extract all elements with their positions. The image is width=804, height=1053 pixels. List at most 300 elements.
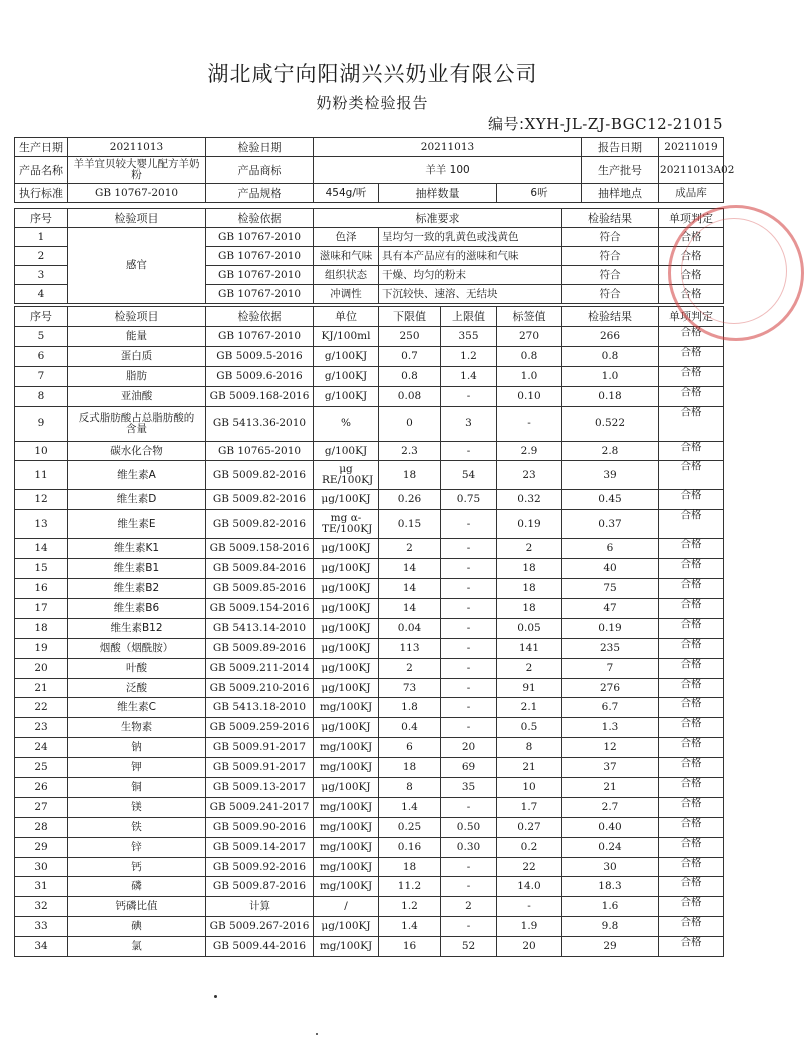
unit: /	[314, 897, 379, 917]
lower-limit: 113	[379, 638, 441, 658]
label-value: 270	[497, 327, 562, 347]
test-basis: GB 5009.241-2017	[206, 797, 314, 817]
upper-limit: -	[441, 618, 497, 638]
spec-value: 454g/听	[314, 184, 379, 203]
unit: μg/100KJ	[314, 618, 379, 638]
sensory-header-verdict: 单项判定	[659, 209, 724, 228]
row-number: 19	[15, 638, 68, 658]
test-result: 1.6	[562, 897, 659, 917]
test-result: 0.522	[562, 406, 659, 441]
upper-limit: -	[441, 698, 497, 718]
item-verdict: 合格	[659, 817, 724, 837]
nutrient-row	[15, 559, 724, 579]
sensory-header-result: 检验结果	[562, 209, 659, 228]
batch-label: 生产批号	[582, 157, 659, 184]
test-result: 30	[562, 857, 659, 877]
row-number: 14	[15, 539, 68, 559]
label-value: 21	[497, 758, 562, 778]
standard-value: GB 10767-2010	[68, 184, 206, 203]
upper-limit: -	[441, 510, 497, 539]
nutrient-header-unit: 单位	[314, 307, 379, 327]
nutrient-header-basis: 检验依据	[206, 307, 314, 327]
item-verdict: 合格	[659, 618, 724, 638]
label-value: 0.8	[497, 346, 562, 366]
test-item: 铁	[68, 817, 206, 837]
unit: μg/100KJ	[314, 778, 379, 798]
lower-limit: 0.25	[379, 817, 441, 837]
upper-limit: -	[441, 559, 497, 579]
standard-requirement: 干燥、均匀的粉末	[379, 266, 562, 285]
sample-place-label: 抽样地点	[582, 184, 659, 203]
label-value: 1.0	[497, 366, 562, 386]
test-item: 能量	[68, 327, 206, 347]
test-result: 2.8	[562, 441, 659, 461]
row-number: 6	[15, 346, 68, 366]
unit: g/100KJ	[314, 386, 379, 406]
nutrient-row	[15, 327, 724, 347]
lower-limit: 0.04	[379, 618, 441, 638]
test-item: 维生素B1	[68, 559, 206, 579]
insp-date-label: 检验日期	[206, 138, 314, 157]
test-item: 烟酸（烟酰胺）	[68, 638, 206, 658]
test-basis: GB 5009.90-2016	[206, 817, 314, 837]
standard-label: 执行标准	[15, 184, 68, 203]
item-verdict: 合格	[659, 658, 724, 678]
label-value: 91	[497, 678, 562, 698]
label-value: 23	[497, 461, 562, 490]
test-basis: GB 10767-2010	[206, 285, 314, 304]
test-basis: GB 5009.6-2016	[206, 366, 314, 386]
test-item: 维生素B12	[68, 618, 206, 638]
item-verdict: 合格	[659, 778, 724, 798]
test-result: 75	[562, 579, 659, 599]
upper-limit: 1.4	[441, 366, 497, 386]
lower-limit: 0.16	[379, 837, 441, 857]
label-value: 2	[497, 539, 562, 559]
item-verdict: 合格	[659, 247, 724, 266]
item-verdict: 合格	[659, 797, 724, 817]
test-basis: GB 5009.84-2016	[206, 559, 314, 579]
unit: mg/100KJ	[314, 738, 379, 758]
sensory-attribute: 色泽	[314, 228, 379, 247]
row-number: 27	[15, 797, 68, 817]
scan-speck	[214, 995, 217, 998]
nutrient-header-verdict: 单项判定	[659, 307, 724, 327]
sample-place-value: 成品库	[659, 184, 724, 203]
nutrient-row	[15, 758, 724, 778]
test-item: 维生素E	[68, 510, 206, 539]
unit: μg/100KJ	[314, 718, 379, 738]
upper-limit: -	[441, 599, 497, 619]
unit: mg/100KJ	[314, 837, 379, 857]
unit: μg/100KJ	[314, 559, 379, 579]
test-basis: GB 5413.18-2010	[206, 698, 314, 718]
test-result: 2.7	[562, 797, 659, 817]
nutrient-row	[15, 510, 724, 539]
label-value: 1.7	[497, 797, 562, 817]
nutrient-row	[15, 638, 724, 658]
label-value: 2.9	[497, 441, 562, 461]
sensory-header-row	[15, 209, 724, 228]
test-item: 钠	[68, 738, 206, 758]
lower-limit: 8	[379, 778, 441, 798]
nutrient-row	[15, 366, 724, 386]
unit: KJ/100ml	[314, 327, 379, 347]
nutrient-row	[15, 857, 724, 877]
test-item: 维生素C	[68, 698, 206, 718]
standard-requirement: 下沉较快、速溶、无结块	[379, 285, 562, 304]
sensory-attribute: 冲调性	[314, 285, 379, 304]
lower-limit: 1.8	[379, 698, 441, 718]
unit: μg/100KJ	[314, 539, 379, 559]
nutrient-header-no: 序号	[15, 307, 68, 327]
item-verdict: 合格	[659, 698, 724, 718]
info-row-product	[15, 157, 724, 184]
nutrient-row	[15, 698, 724, 718]
test-result: 12	[562, 738, 659, 758]
lower-limit: 0.15	[379, 510, 441, 539]
spec-label: 产品规格	[206, 184, 314, 203]
row-number: 2	[15, 247, 68, 266]
upper-limit: -	[441, 857, 497, 877]
lower-limit: 2	[379, 539, 441, 559]
row-number: 31	[15, 877, 68, 897]
row-number: 25	[15, 758, 68, 778]
unit: μg/100KJ	[314, 579, 379, 599]
nutrient-row	[15, 490, 724, 510]
item-verdict: 合格	[659, 346, 724, 366]
test-basis: GB 10767-2010	[206, 327, 314, 347]
item-verdict: 合格	[659, 738, 724, 758]
sample-qty-value: 6听	[497, 184, 582, 203]
test-result: 7	[562, 658, 659, 678]
lower-limit: 16	[379, 937, 441, 957]
lower-limit: 0.4	[379, 718, 441, 738]
unit: mg/100KJ	[314, 758, 379, 778]
standard-requirement: 具有本产品应有的滋味和气味	[379, 247, 562, 266]
item-verdict: 合格	[659, 285, 724, 304]
test-basis: GB 5009.92-2016	[206, 857, 314, 877]
upper-limit: 0.75	[441, 490, 497, 510]
item-verdict: 合格	[659, 559, 724, 579]
test-basis: GB 5009.210-2016	[206, 678, 314, 698]
item-verdict: 合格	[659, 406, 724, 441]
lower-limit: 11.2	[379, 877, 441, 897]
upper-limit: -	[441, 917, 497, 937]
upper-limit: -	[441, 579, 497, 599]
test-basis: GB 5009.44-2016	[206, 937, 314, 957]
sensory-header-requirement: 标准要求	[314, 209, 562, 228]
unit: mg/100KJ	[314, 698, 379, 718]
item-verdict: 合格	[659, 758, 724, 778]
report-date-value: 20211019	[659, 138, 724, 157]
nutrient-header-result: 检验结果	[562, 307, 659, 327]
unit: mg/100KJ	[314, 857, 379, 877]
upper-limit: 0.50	[441, 817, 497, 837]
test-basis: GB 5009.259-2016	[206, 718, 314, 738]
label-value: 18	[497, 579, 562, 599]
test-item: 氯	[68, 937, 206, 957]
lower-limit: 0	[379, 406, 441, 441]
test-result: 0.19	[562, 618, 659, 638]
test-basis: GB 5413.14-2010	[206, 618, 314, 638]
unit: μg/100KJ	[314, 490, 379, 510]
lower-limit: 1.4	[379, 797, 441, 817]
test-basis: GB 5009.87-2016	[206, 877, 314, 897]
upper-limit: -	[441, 658, 497, 678]
product-info-table	[14, 137, 735, 203]
test-result: 47	[562, 599, 659, 619]
document-number-label: 编号:	[488, 115, 525, 133]
nutrient-header-label: 标签值	[497, 307, 562, 327]
test-result: 符合	[562, 228, 659, 247]
label-value: 22	[497, 857, 562, 877]
label-value: 8	[497, 738, 562, 758]
label-value: 18	[497, 599, 562, 619]
test-result: 1.3	[562, 718, 659, 738]
test-result: 0.40	[562, 817, 659, 837]
test-result: 235	[562, 638, 659, 658]
unit: μg/100KJ	[314, 678, 379, 698]
nutrient-row	[15, 937, 724, 957]
row-number: 29	[15, 837, 68, 857]
test-item: 磷	[68, 877, 206, 897]
nutrient-row	[15, 658, 724, 678]
row-number: 13	[15, 510, 68, 539]
item-verdict: 合格	[659, 678, 724, 698]
item-verdict: 合格	[659, 579, 724, 599]
sensory-attribute: 组织状态	[314, 266, 379, 285]
unit: μg/100KJ	[314, 917, 379, 937]
row-number: 20	[15, 658, 68, 678]
sensory-header-no: 序号	[15, 209, 68, 228]
sensory-row	[15, 228, 724, 247]
label-value: -	[497, 406, 562, 441]
item-verdict: 合格	[659, 857, 724, 877]
label-value: 0.05	[497, 618, 562, 638]
unit: g/100KJ	[314, 366, 379, 386]
nutrient-row	[15, 441, 724, 461]
test-item: 钙	[68, 857, 206, 877]
lower-limit: 6	[379, 738, 441, 758]
row-number: 22	[15, 698, 68, 718]
item-verdict: 合格	[659, 510, 724, 539]
nutrient-row	[15, 579, 724, 599]
lower-limit: 73	[379, 678, 441, 698]
test-item: 碘	[68, 917, 206, 937]
scan-speck	[316, 1033, 318, 1035]
test-result: 40	[562, 559, 659, 579]
upper-limit: -	[441, 386, 497, 406]
upper-limit: 1.2	[441, 346, 497, 366]
prod-date-value: 20211013	[68, 138, 206, 157]
test-result: 0.37	[562, 510, 659, 539]
unit: g/100KJ	[314, 346, 379, 366]
upper-limit: -	[441, 877, 497, 897]
document-number-value: XYH-JL-ZJ-BGC12-21015	[524, 115, 723, 133]
lower-limit: 14	[379, 559, 441, 579]
nutrient-row	[15, 778, 724, 798]
item-verdict: 合格	[659, 897, 724, 917]
row-number: 16	[15, 579, 68, 599]
label-value: 2	[497, 658, 562, 678]
label-value: 0.27	[497, 817, 562, 837]
nutrient-header-high: 上限值	[441, 307, 497, 327]
inspection-seal-stamp	[668, 205, 804, 341]
upper-limit: 3	[441, 406, 497, 441]
label-value: 14.0	[497, 877, 562, 897]
test-basis: GB 10767-2010	[206, 228, 314, 247]
standard-requirement: 呈均匀一致的乳黄色或浅黄色	[379, 228, 562, 247]
nutrient-row	[15, 678, 724, 698]
test-item: 反式脂肪酸占总脂肪酸的含量	[68, 406, 206, 441]
test-basis: GB 5009.82-2016	[206, 510, 314, 539]
unit: μg/100KJ	[314, 599, 379, 619]
test-basis: GB 5009.85-2016	[206, 579, 314, 599]
test-result: 29	[562, 937, 659, 957]
nutrient-header-item: 检验项目	[68, 307, 206, 327]
test-basis: GB 5413.36-2010	[206, 406, 314, 441]
label-value: 2.1	[497, 698, 562, 718]
nutrient-row	[15, 817, 724, 837]
batch-value: 20211013A02	[659, 157, 724, 184]
test-result: 0.45	[562, 490, 659, 510]
document-number	[488, 113, 723, 134]
lower-limit: 1.4	[379, 917, 441, 937]
unit: mg/100KJ	[314, 797, 379, 817]
row-number: 10	[15, 441, 68, 461]
sensory-attribute: 滋味和气味	[314, 247, 379, 266]
test-item: 碳水化合物	[68, 441, 206, 461]
test-item: 钙磷比值	[68, 897, 206, 917]
upper-limit: -	[441, 638, 497, 658]
nutrient-row	[15, 346, 724, 366]
nutrient-row	[15, 837, 724, 857]
item-verdict: 合格	[659, 937, 724, 957]
nutrient-row	[15, 406, 724, 441]
nutrient-row	[15, 718, 724, 738]
row-number: 21	[15, 678, 68, 698]
prod-date-label: 生产日期	[15, 138, 68, 157]
test-basis: GB 10767-2010	[206, 266, 314, 285]
row-number: 9	[15, 406, 68, 441]
test-item: 维生素K1	[68, 539, 206, 559]
row-number: 34	[15, 937, 68, 957]
product-name-value: 羊羊宜贝较大婴儿配方羊奶粉	[68, 157, 206, 184]
upper-limit: -	[441, 441, 497, 461]
insp-date-value: 20211013	[314, 138, 582, 157]
lower-limit: 18	[379, 857, 441, 877]
test-result: 符合	[562, 266, 659, 285]
nutrient-row	[15, 738, 724, 758]
label-value: 0.19	[497, 510, 562, 539]
item-verdict: 合格	[659, 718, 724, 738]
label-value: 18	[497, 559, 562, 579]
sensory-header-basis: 检验依据	[206, 209, 314, 228]
row-number: 4	[15, 285, 68, 304]
lower-limit: 0.26	[379, 490, 441, 510]
item-verdict: 合格	[659, 877, 724, 897]
info-row-dates	[15, 138, 724, 157]
brand-label: 产品商标	[206, 157, 314, 184]
row-number: 8	[15, 386, 68, 406]
row-number: 12	[15, 490, 68, 510]
item-verdict: 合格	[659, 837, 724, 857]
nutrient-row	[15, 618, 724, 638]
lower-limit: 14	[379, 599, 441, 619]
test-item: 锌	[68, 837, 206, 857]
nutrient-row	[15, 797, 724, 817]
label-value: 0.32	[497, 490, 562, 510]
lower-limit: 2	[379, 658, 441, 678]
test-item: 维生素A	[68, 461, 206, 490]
item-verdict: 合格	[659, 490, 724, 510]
test-basis: 计算	[206, 897, 314, 917]
row-number: 15	[15, 559, 68, 579]
test-basis: GB 5009.211-2014	[206, 658, 314, 678]
item-verdict: 合格	[659, 638, 724, 658]
item-verdict: 合格	[659, 917, 724, 937]
test-item: 维生素B2	[68, 579, 206, 599]
unit: μg/100KJ	[314, 658, 379, 678]
label-value: 0.5	[497, 718, 562, 738]
item-verdict: 合格	[659, 599, 724, 619]
label-value: 141	[497, 638, 562, 658]
item-verdict: 合格	[659, 539, 724, 559]
upper-limit: -	[441, 797, 497, 817]
upper-limit: 2	[441, 897, 497, 917]
test-result: 符合	[562, 285, 659, 304]
sample-qty-label: 抽样数量	[379, 184, 497, 203]
test-result: 9.8	[562, 917, 659, 937]
test-item: 钾	[68, 758, 206, 778]
unit: μg/100KJ	[314, 638, 379, 658]
item-verdict: 合格	[659, 461, 724, 490]
row-number: 11	[15, 461, 68, 490]
test-result: 39	[562, 461, 659, 490]
test-basis: GB 5009.91-2017	[206, 758, 314, 778]
test-item: 镁	[68, 797, 206, 817]
row-number: 33	[15, 917, 68, 937]
nutrient-header-row	[15, 307, 724, 327]
upper-limit: -	[441, 678, 497, 698]
label-value: 20	[497, 937, 562, 957]
test-basis: GB 5009.89-2016	[206, 638, 314, 658]
nutrient-row	[15, 877, 724, 897]
test-basis: GB 5009.267-2016	[206, 917, 314, 937]
test-basis: GB 5009.82-2016	[206, 490, 314, 510]
label-value: 0.2	[497, 837, 562, 857]
unit: mg/100KJ	[314, 877, 379, 897]
upper-limit: -	[441, 718, 497, 738]
test-basis: GB 5009.154-2016	[206, 599, 314, 619]
row-number: 5	[15, 327, 68, 347]
row-number: 3	[15, 266, 68, 285]
upper-limit: 355	[441, 327, 497, 347]
upper-limit: 69	[441, 758, 497, 778]
row-number: 26	[15, 778, 68, 798]
test-result: 276	[562, 678, 659, 698]
unit: mg α-TE/100KJ	[314, 510, 379, 539]
test-result: 符合	[562, 247, 659, 266]
test-result: 0.8	[562, 346, 659, 366]
label-value: 10	[497, 778, 562, 798]
test-item: 蛋白质	[68, 346, 206, 366]
info-row-standard	[15, 184, 724, 203]
upper-limit: 0.30	[441, 837, 497, 857]
lower-limit: 0.08	[379, 386, 441, 406]
test-result: 21	[562, 778, 659, 798]
